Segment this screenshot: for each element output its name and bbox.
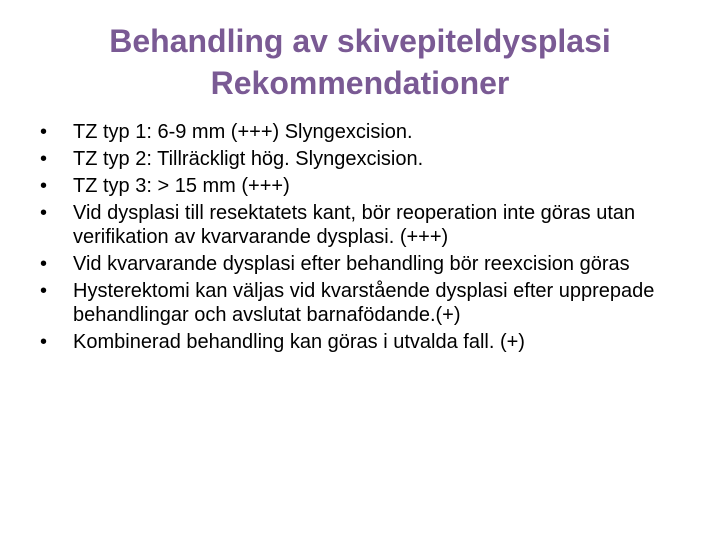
bullet-item [40, 252, 690, 276]
bullet-text: TZ typ 1: 6-9 mm (+++) Slyngexcision. [73, 121, 413, 143]
bullet-item [40, 147, 690, 171]
bullet-text: TZ typ 3: > 15 mm (+++) [73, 175, 290, 197]
bullet-list [40, 120, 690, 357]
bullet-dot-icon: • [40, 202, 48, 224]
bullet-item [40, 174, 690, 198]
bullet-item [40, 120, 690, 144]
bullet-dot-icon: • [40, 280, 48, 302]
bullet-text: TZ typ 2: Tillräckligt hög. Slyngexcision. [73, 148, 424, 170]
bullet-item [40, 279, 690, 327]
bullet-dot-icon: • [40, 121, 48, 143]
bullet-text: Kombinerad behandling kan göras i utvalda fall. (+) [73, 331, 525, 353]
slide-title [60, 20, 660, 104]
title-line-2: Rekommendationer [210, 65, 510, 101]
bullet-dot-icon: • [40, 148, 48, 170]
bullet-dot-icon: • [40, 331, 48, 353]
bullet-item [40, 330, 690, 354]
bullet-text: Hysterektomi kan väljas vid kvarstående dysplasi efter upprepade behandlingar och avslutat barnafödande.(+) [73, 280, 655, 326]
bullet-text: Vid dysplasi till resektatets kant, bör reoperation inte göras utan verifikation av kvarvarande dysplasi. (+++) [73, 202, 636, 248]
bullet-dot-icon: • [40, 253, 48, 275]
title-line-1: Behandling av skivepiteldysplasi [109, 23, 611, 59]
bullet-dot-icon: • [40, 175, 48, 197]
bullet-item [40, 201, 690, 249]
bullet-text: Vid kvarvarande dysplasi efter behandling bör reexcision göras [73, 253, 630, 275]
